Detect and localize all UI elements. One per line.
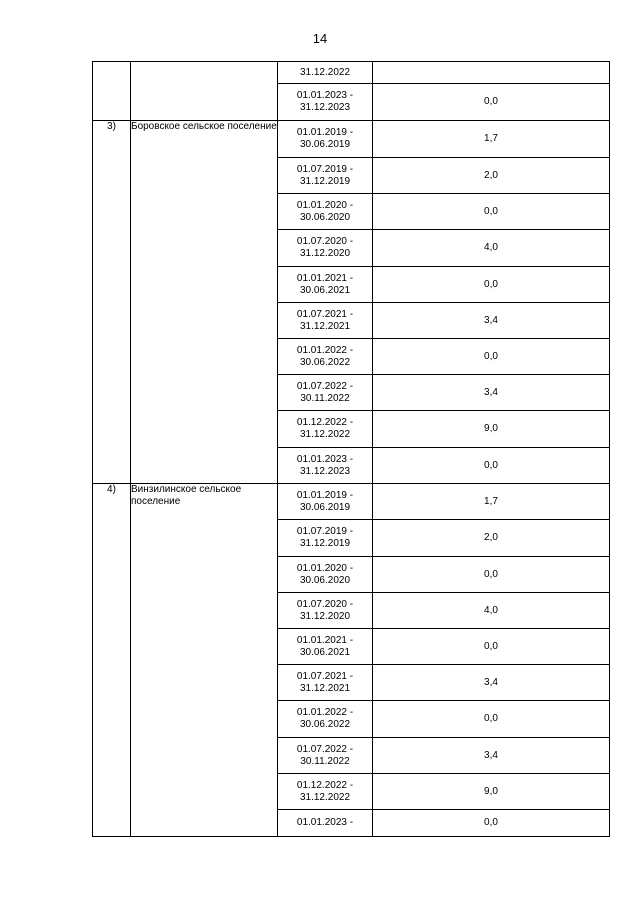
value-cell: 0,0 — [373, 810, 610, 837]
table-row — [93, 121, 610, 158]
period-line: 30.06.2021 — [299, 646, 351, 658]
period-line: 30.06.2022 — [299, 356, 351, 368]
value-cell: 3,4 — [373, 303, 610, 339]
value-cell: 1,7 — [373, 484, 610, 520]
value-cell: 2,0 — [373, 158, 610, 194]
period-line: 31.12.2022 — [299, 791, 351, 803]
period-line: 01.01.2023 - — [296, 90, 354, 101]
value-cell: 0,0 — [373, 448, 610, 484]
settlement-name: Винзилинское сельское поселение — [131, 484, 278, 837]
period-line: 01.12.2022 - — [296, 417, 354, 428]
period-line: 31.12.2019 — [299, 538, 351, 549]
value-cell: 9,0 — [373, 774, 610, 810]
period-line: 01.07.2021 - — [296, 308, 354, 320]
value-cell: 0,0 — [373, 629, 610, 665]
period-cell — [278, 158, 373, 194]
period-line: 31.12.2023 — [299, 102, 351, 113]
period-cell — [278, 267, 373, 303]
period-line: 01.12.2022 - — [296, 779, 354, 791]
value-cell: 0,0 — [373, 84, 610, 121]
period-cell — [278, 701, 373, 738]
period-line: 01.07.2020 - — [296, 598, 354, 610]
settlement-name: Боровское сельское поселение — [131, 121, 278, 484]
period-line: 01.01.2019 - — [296, 127, 354, 138]
period-cell — [278, 84, 373, 121]
settlement-name — [131, 62, 278, 121]
period-line: 01.07.2019 - — [296, 163, 354, 175]
period-cell — [278, 810, 373, 837]
period-cell — [278, 121, 373, 158]
value-cell: 0,0 — [373, 557, 610, 593]
period-line: 31.12.2022 — [299, 66, 351, 78]
period-line: 01.01.2022 - — [296, 707, 354, 718]
period-line: 01.01.2020 - — [296, 199, 354, 211]
period-line: 31.12.2020 — [299, 248, 351, 259]
period-cell — [278, 774, 373, 810]
value-cell: 4,0 — [373, 593, 610, 629]
period-cell — [278, 230, 373, 267]
period-line: 01.01.2023 - — [296, 817, 354, 828]
period-line: 01.01.2023 - — [296, 453, 354, 465]
period-line: 01.07.2021 - — [296, 670, 354, 682]
value-cell: 1,7 — [373, 121, 610, 158]
period-line: 31.12.2022 — [299, 429, 351, 440]
period-line: 30.06.2019 — [299, 139, 351, 150]
section-number: 3) — [93, 121, 131, 484]
period-line: 01.01.2021 - — [296, 634, 354, 646]
period-line: 31.12.2021 — [299, 682, 351, 694]
period-line: 01.01.2022 - — [296, 344, 354, 356]
value-cell: 0,0 — [373, 267, 610, 303]
period-cell — [278, 62, 373, 84]
period-line: 30.06.2019 — [299, 501, 351, 513]
period-line: 30.11.2022 — [300, 392, 350, 404]
period-line: 31.12.2021 — [299, 320, 351, 332]
period-cell — [278, 484, 373, 520]
tariff-table — [92, 61, 610, 837]
value-cell: 0,0 — [373, 339, 610, 375]
value-cell — [373, 62, 610, 84]
period-cell — [278, 593, 373, 629]
period-line: 30.06.2021 — [299, 284, 351, 296]
period-line: 01.07.2019 - — [296, 526, 354, 537]
period-cell — [278, 375, 373, 411]
period-line: 31.12.2020 — [299, 610, 351, 622]
value-cell: 9,0 — [373, 411, 610, 448]
period-cell — [278, 738, 373, 774]
period-cell — [278, 520, 373, 557]
value-cell: 0,0 — [373, 701, 610, 738]
period-cell — [278, 665, 373, 701]
value-cell: 0,0 — [373, 194, 610, 230]
period-line: 01.01.2020 - — [296, 562, 354, 574]
period-line: 30.11.2022 — [300, 755, 350, 767]
page-number: 14 — [312, 31, 328, 46]
period-line: 01.07.2020 - — [296, 236, 354, 247]
period-cell — [278, 303, 373, 339]
period-line: 31.12.2019 — [299, 175, 351, 187]
value-cell: 3,4 — [373, 738, 610, 774]
period-line: 30.06.2020 — [299, 574, 351, 586]
period-cell — [278, 629, 373, 665]
table-row — [93, 484, 610, 520]
period-line: 30.06.2020 — [299, 211, 351, 223]
period-line: 01.01.2019 - — [296, 489, 354, 501]
period-line: 31.12.2023 — [299, 465, 351, 477]
period-cell — [278, 557, 373, 593]
period-cell — [278, 448, 373, 484]
period-cell — [278, 339, 373, 375]
period-line: 01.01.2021 - — [296, 272, 354, 284]
section-number — [93, 62, 131, 121]
period-cell — [278, 194, 373, 230]
value-cell: 3,4 — [373, 375, 610, 411]
period-line: 01.07.2022 - — [296, 380, 354, 392]
value-cell: 4,0 — [373, 230, 610, 267]
table-row — [93, 62, 610, 84]
value-cell: 3,4 — [373, 665, 610, 701]
period-line: 30.06.2022 — [299, 719, 351, 730]
period-cell — [278, 411, 373, 448]
value-cell: 2,0 — [373, 520, 610, 557]
period-line: 01.07.2022 - — [296, 743, 354, 755]
section-number: 4) — [93, 484, 131, 837]
